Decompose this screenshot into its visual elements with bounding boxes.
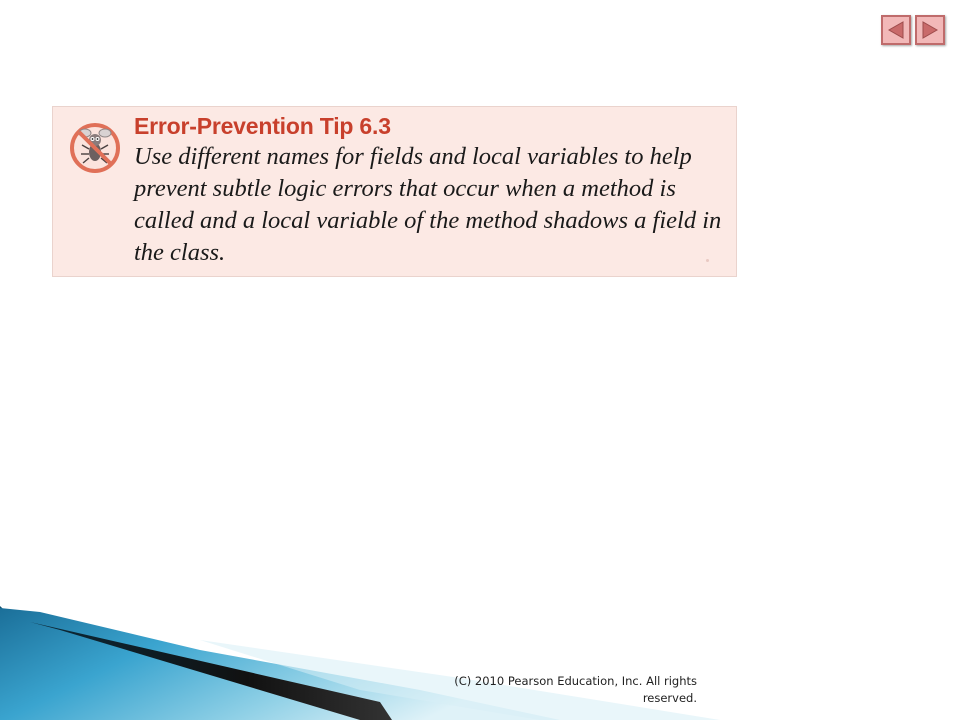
tip-body: Use different names for fields and local variables to help prevent subtle logic errors that occur when a method is called and a local variable of the method shadows a field in the class. xyxy=(134,143,722,266)
error-prevention-tip xyxy=(52,106,737,277)
decorative-dot xyxy=(706,259,709,262)
next-slide-button[interactable] xyxy=(915,15,945,45)
triangle-left-icon xyxy=(885,19,907,41)
copyright-footer: (C) 2010 Pearson Education, Inc. All rights reserved. xyxy=(454,674,697,705)
triangle-right-icon xyxy=(919,19,941,41)
previous-slide-button[interactable] xyxy=(881,15,911,45)
slide-navigation xyxy=(881,15,945,45)
bug-no-icon xyxy=(68,121,122,175)
tip-title: Error-Prevention Tip 6.3 xyxy=(134,113,391,139)
